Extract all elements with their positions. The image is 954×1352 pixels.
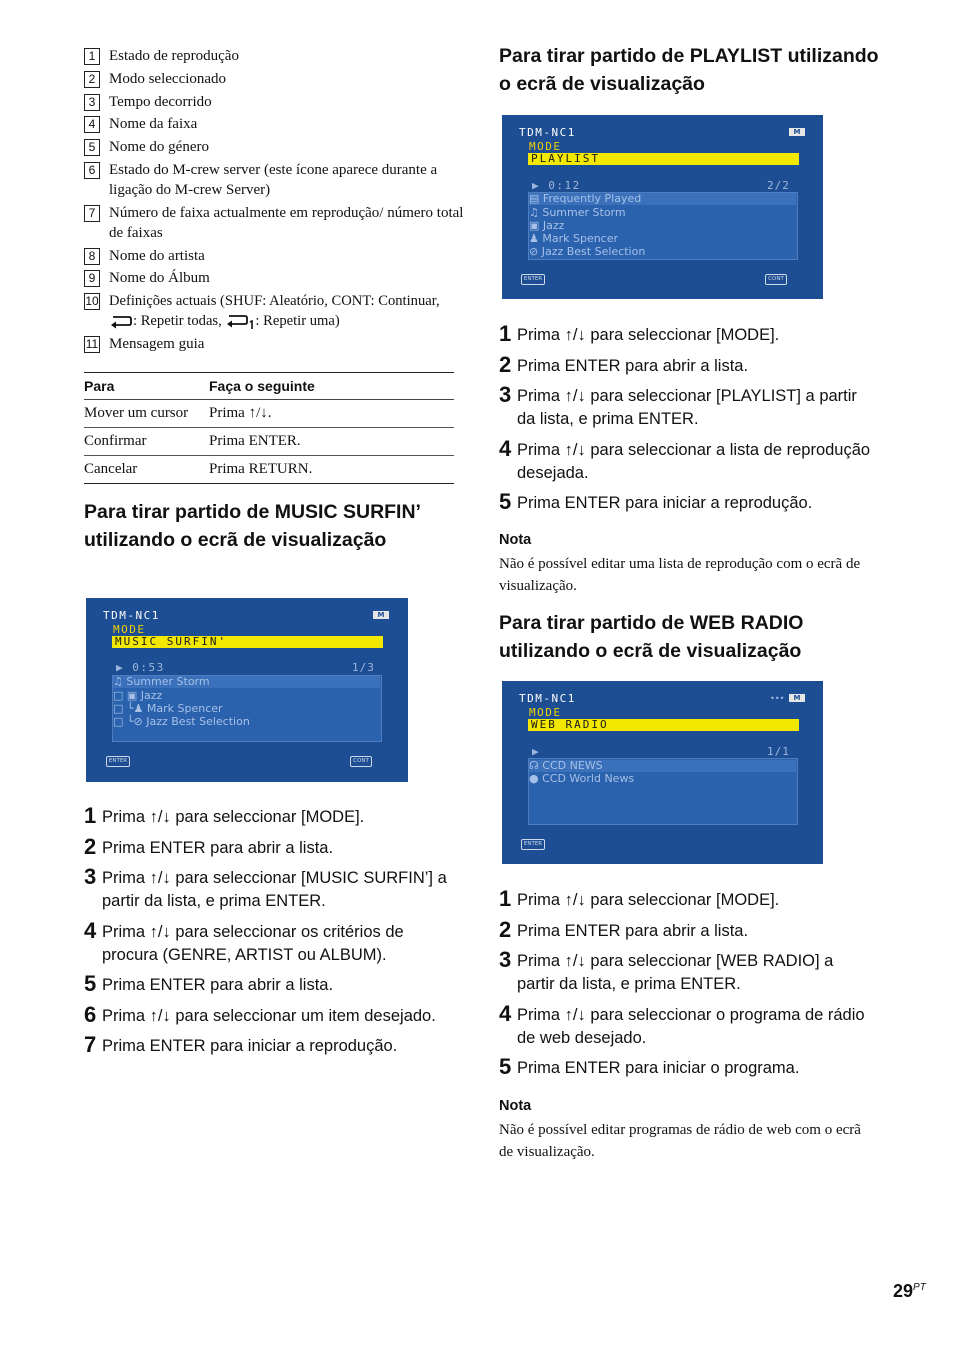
step-text: Prima ENTER para iniciar o programa. bbox=[517, 1059, 800, 1077]
step-number: 5 bbox=[84, 971, 97, 996]
step-item bbox=[84, 864, 456, 913]
step-item bbox=[499, 435, 871, 485]
page-number bbox=[893, 1281, 926, 1302]
m-crew-server-icon: M bbox=[373, 611, 389, 619]
legend-text: Estado de reprodução bbox=[109, 48, 239, 64]
screen-enter-guide: ENTER bbox=[521, 839, 545, 850]
step-text: Prima ENTER para abrir a lista. bbox=[517, 921, 749, 940]
legend-item bbox=[84, 114, 464, 134]
step-text: Prima ↑/↓ para seleccionar [WEB RADIO] a partir da lista, e prima ENTER. bbox=[517, 952, 834, 993]
screen-cont-indicator: CONT bbox=[765, 274, 787, 285]
legend-number: 4 bbox=[84, 116, 100, 133]
web-radio-screen bbox=[502, 681, 823, 864]
table-cell: Cancelar bbox=[84, 456, 209, 484]
step-text: Prima ENTER para abrir a lista. bbox=[102, 976, 334, 994]
page-language-suffix: PT bbox=[913, 1282, 926, 1293]
legend-text: Estado do M-crew server (este ícone aparece durante a ligação do M-crew Server) bbox=[109, 161, 438, 198]
playlist-heading: Para tirar partido de PLAYLIST utilizando o ecrã de visualização bbox=[499, 45, 879, 95]
step-number: 6 bbox=[84, 1001, 97, 1027]
legend-number: 11 bbox=[85, 336, 99, 351]
screen-mode-label: MODE bbox=[529, 706, 562, 719]
screen-list-item: □ └⊘ Jazz Best Selection bbox=[113, 715, 250, 728]
screen-list-item: □ ▣ Jazz bbox=[113, 689, 163, 702]
screen-list-item: ♟ Mark Spencer bbox=[529, 232, 619, 245]
step-item bbox=[499, 886, 871, 912]
legend-number: 7 bbox=[84, 205, 100, 222]
step-text: Prima ↑/↓ para seleccionar [MUSIC SURFIN’] a partir da lista, e prima ENTER. bbox=[102, 869, 447, 910]
legend-list bbox=[84, 46, 464, 357]
legend-text-part: Definições actuais (SHUF: Aleatório, CONT: Continuar, bbox=[109, 293, 440, 310]
screen-list-item: □ └♟ Mark Spencer bbox=[113, 702, 223, 715]
legend-text: Modo seleccionado bbox=[109, 70, 227, 87]
note-heading: Nota bbox=[499, 532, 532, 548]
step-number: 4 bbox=[84, 917, 97, 943]
step-text: Prima ↑/↓ para seleccionar um item desejado. bbox=[102, 1006, 436, 1025]
legend-number: 8 bbox=[84, 248, 100, 265]
note-text: Não é possível editar uma lista de reprodução com o ecrã de visualização. bbox=[499, 556, 861, 594]
legend-item bbox=[84, 92, 464, 112]
legend-text: Nome do género bbox=[109, 139, 209, 156]
step-item bbox=[84, 917, 456, 967]
screen-list-item: ⊘ Jazz Best Selection bbox=[529, 245, 646, 258]
music-surfin-screen bbox=[86, 598, 408, 782]
step-number: 2 bbox=[499, 916, 512, 942]
step-number: 1 bbox=[84, 803, 97, 828]
legend-item bbox=[84, 334, 464, 354]
step-text: Prima ↑/↓ para seleccionar a lista de reprodução desejada. bbox=[517, 440, 871, 482]
table-cell: Prima RETURN. bbox=[209, 456, 454, 484]
m-crew-server-icon: M bbox=[789, 694, 805, 702]
step-text: Prima ENTER para iniciar a reprodução. bbox=[102, 1037, 398, 1055]
table-header-row bbox=[84, 373, 454, 400]
step-number: 1 bbox=[499, 886, 512, 911]
playlist-steps bbox=[499, 321, 871, 523]
legend-number: 10 bbox=[85, 294, 99, 309]
screen-list-item: ● CCD World News bbox=[529, 772, 635, 785]
step-number: 1 bbox=[499, 321, 512, 346]
music-surfin-steps bbox=[84, 803, 456, 1066]
step-item bbox=[84, 971, 456, 997]
screen-list-item: ♫ Summer Storm bbox=[113, 676, 380, 688]
step-text: Prima ENTER para iniciar a reprodução. bbox=[517, 494, 813, 512]
legend-item bbox=[84, 268, 464, 288]
legend-number: 3 bbox=[84, 94, 100, 111]
legend-number: 2 bbox=[84, 71, 100, 88]
step-text: Prima ↑/↓ para seleccionar o programa de rádio de web desejado. bbox=[517, 1005, 865, 1047]
legend-item bbox=[84, 69, 464, 89]
step-item bbox=[499, 382, 871, 431]
table-header: Faça o seguinte bbox=[209, 373, 454, 400]
screen-enter-guide: ENTER bbox=[106, 756, 130, 767]
table-cell: Prima ENTER. bbox=[209, 428, 454, 456]
screen-enter-guide: ENTER bbox=[521, 274, 545, 285]
step-number: 4 bbox=[499, 435, 512, 461]
screen-play-time: ▶ 0:12 bbox=[532, 179, 581, 192]
table-row bbox=[84, 428, 454, 456]
table-row bbox=[84, 456, 454, 484]
step-item bbox=[499, 321, 871, 347]
step-item bbox=[499, 1054, 871, 1080]
step-item bbox=[84, 833, 456, 860]
screen-track-count: 1/3 bbox=[352, 661, 375, 674]
screen-list-item: ♫ Summer Storm bbox=[529, 206, 626, 219]
screen-track-count: 1/1 bbox=[767, 745, 790, 758]
screen-list-item: ▣ Jazz bbox=[529, 219, 565, 232]
screen-title: TDM-NC1 bbox=[519, 692, 576, 705]
legend-text: Nome do artista bbox=[109, 247, 205, 264]
table-header: Para bbox=[84, 373, 209, 400]
step-number: 5 bbox=[499, 1054, 512, 1079]
step-item bbox=[499, 947, 871, 996]
step-item bbox=[499, 489, 871, 515]
step-text: Prima ↑/↓ para seleccionar [MODE]. bbox=[517, 326, 780, 344]
m-crew-server-icon: M bbox=[789, 128, 805, 136]
screen-selected-mode: PLAYLIST bbox=[528, 153, 799, 165]
legend-text bbox=[109, 291, 464, 331]
step-text: Prima ENTER para abrir a lista. bbox=[102, 838, 334, 857]
step-text: Prima ENTER para abrir a lista. bbox=[517, 356, 749, 375]
screen-list-item: ▤ Frequently Played bbox=[529, 193, 796, 205]
legend-item bbox=[84, 160, 464, 200]
legend-text: Nome da faixa bbox=[109, 116, 198, 133]
screen-cont-indicator: CONT bbox=[350, 756, 372, 767]
step-item bbox=[499, 916, 871, 943]
screen-title: TDM-NC1 bbox=[103, 609, 160, 622]
step-number: 2 bbox=[84, 833, 97, 859]
step-text: Prima ↑/↓ para seleccionar [PLAYLIST] a partir da lista, e prima ENTER. bbox=[517, 387, 857, 428]
page-number-value: 29 bbox=[893, 1281, 914, 1301]
step-number: 5 bbox=[499, 489, 512, 514]
screen-play-time: ▶ 0:53 bbox=[116, 661, 165, 674]
step-number: 4 bbox=[499, 1000, 512, 1026]
step-item bbox=[84, 1001, 456, 1028]
step-number: 3 bbox=[84, 864, 97, 889]
step-item bbox=[499, 351, 871, 378]
legend-text: Nome do Álbum bbox=[109, 270, 210, 287]
repeat-all-icon bbox=[109, 314, 133, 329]
screen-mode-label: MODE bbox=[113, 623, 146, 636]
screen-mode-label: MODE bbox=[529, 140, 562, 153]
note-text: Não é possível editar programas de rádio de web com o ecrã de visualização. bbox=[499, 1122, 861, 1160]
step-number: 2 bbox=[499, 351, 512, 377]
legend-item bbox=[84, 291, 464, 331]
step-number: 3 bbox=[499, 947, 512, 972]
step-text: Prima ↑/↓ para seleccionar [MODE]. bbox=[517, 891, 780, 909]
legend-text: Número de faixa actualmente em reprodução/ número total de faixas bbox=[109, 204, 464, 241]
legend-text: Mensagem guia bbox=[109, 335, 205, 352]
step-item bbox=[499, 1000, 871, 1050]
table-cell: Prima ↑/↓. bbox=[209, 400, 454, 428]
table-cell: Mover um cursor bbox=[84, 400, 209, 428]
connection-icon: ••• bbox=[770, 694, 785, 703]
legend-item bbox=[84, 46, 464, 66]
web-radio-heading: Para tirar partido de WEB RADIO utilizando o ecrã de visualização bbox=[499, 612, 804, 662]
step-number: 3 bbox=[499, 382, 512, 407]
legend-text: Tempo decorrido bbox=[109, 93, 212, 110]
controls-table bbox=[84, 372, 454, 484]
step-item bbox=[84, 803, 456, 829]
legend-number: 1 bbox=[84, 48, 100, 65]
screen-track-count: 2/2 bbox=[767, 179, 790, 192]
legend-item bbox=[84, 203, 464, 243]
music-surfin-heading: Para tirar partido de MUSIC SURFIN’ utilizando o ecrã de visualização bbox=[84, 501, 420, 551]
step-text: Prima ↑/↓ para seleccionar os critérios de procura (GENRE, ARTIST ou ALBUM). bbox=[102, 922, 404, 964]
legend-number: 9 bbox=[84, 270, 100, 287]
web-radio-steps bbox=[499, 886, 871, 1088]
note-heading: Nota bbox=[499, 1098, 532, 1114]
legend-item bbox=[84, 137, 464, 157]
legend-text-part: : Repetir uma) bbox=[255, 313, 340, 330]
screen-selected-mode: MUSIC SURFIN' bbox=[112, 636, 383, 648]
table-cell: Confirmar bbox=[84, 428, 209, 456]
repeat-one-icon bbox=[225, 313, 255, 330]
screen-play-status: ▶ bbox=[532, 745, 541, 758]
screen-list-item: ☊ CCD NEWS bbox=[529, 760, 796, 772]
legend-number: 5 bbox=[84, 139, 100, 156]
step-item bbox=[84, 1032, 456, 1058]
step-text: Prima ↑/↓ para seleccionar [MODE]. bbox=[102, 808, 365, 826]
playlist-screen bbox=[502, 115, 823, 299]
table-row bbox=[84, 400, 454, 428]
legend-text-part: : Repetir todas, bbox=[133, 313, 226, 330]
step-number: 7 bbox=[84, 1032, 97, 1057]
legend-item bbox=[84, 246, 464, 266]
screen-selected-mode: WEB RADIO bbox=[528, 719, 799, 731]
legend-number: 6 bbox=[84, 162, 100, 179]
screen-title: TDM-NC1 bbox=[519, 126, 576, 139]
